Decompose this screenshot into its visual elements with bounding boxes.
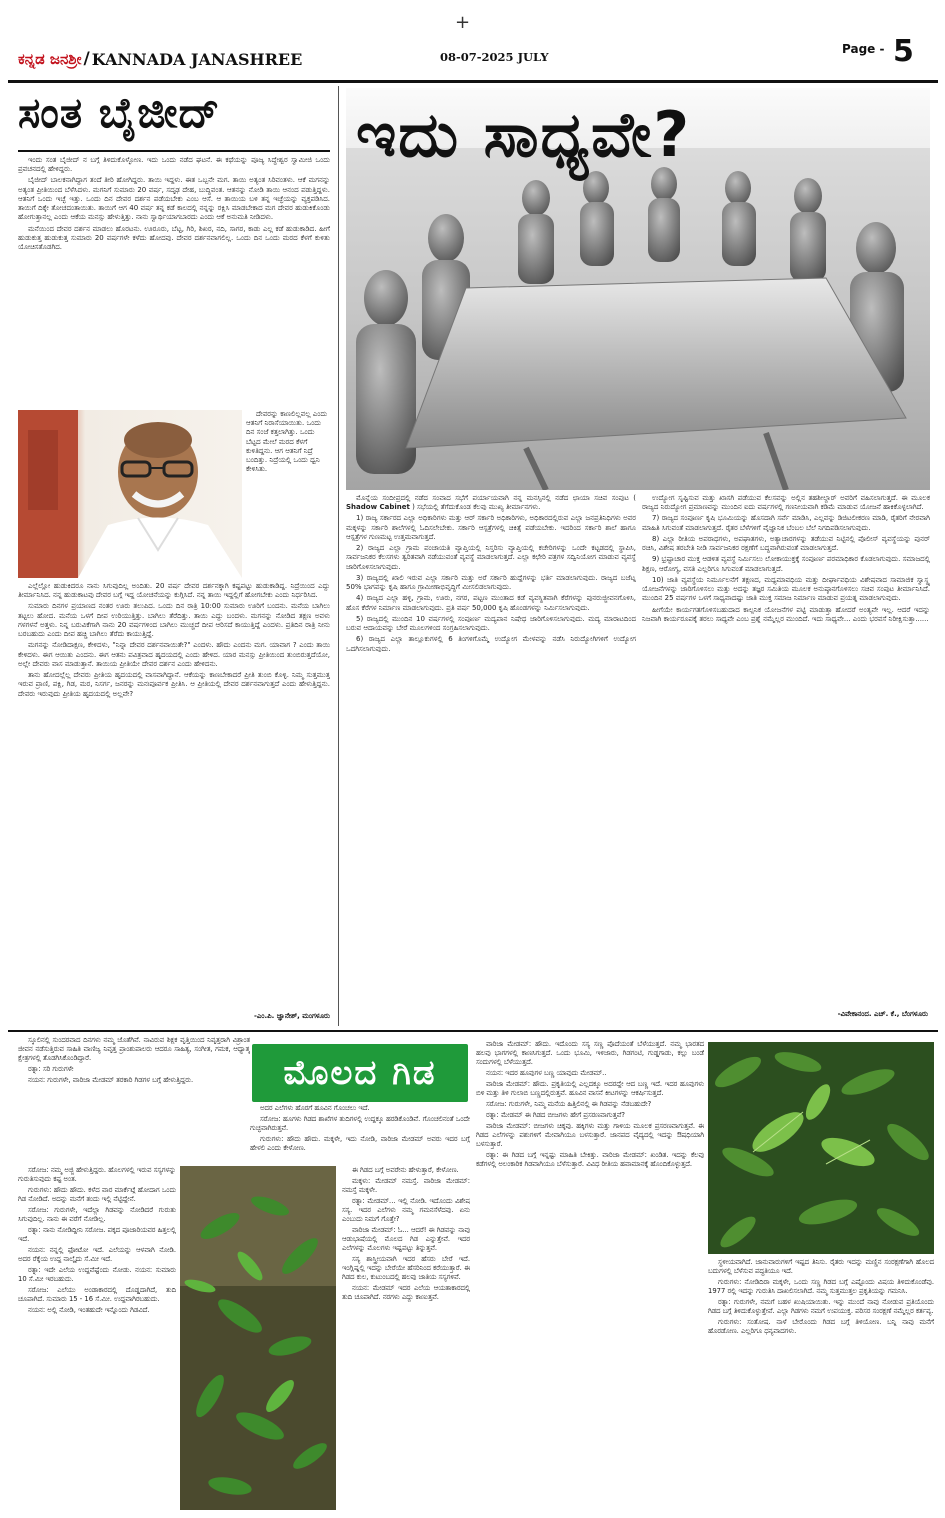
paragraph: 10) ಜಾತಿ ವ್ಯವಸ್ಥೆಯ ನಿರ್ಮೂಲನೆಗೆ ತಕ್ಷಣದ, ಮಧ್ಯಮಾವಧಿಯ ಮತ್ತು ದೀರ್ಘಾವಧಿಯ ವಿಶೇಷವಾದ ಸಾಮಾಜಿಕ ಸ್ವಾಸ್ಥ್ಯ ಯೋಜನೆಗಳನ್ನು ಜಾರಿಗೊಳಿಸಲು ಮತ್ತು ಅದನ್ನು ತಜ್ಞರ ಸಮಿತಿಯ ಮೂಲಕ ಅನುಷ್ಠಾನಗೊಳಿಸಲು ಸಚಿವ ಸಂಪುಟ ತೀರ್ಮಾನಿಸಿದೆ. ಮುಂದಿನ 25 ವರ್ಷಗಳ ಒಳಗೆ ಸಾಧ್ಯವಾದಷ್ಟು ಜಾತಿ ಮುಕ್ತ ಸಮಾಜ ನಿರ್ಮಾಣ ಮಾಡುವ ಪ್ರಯತ್ನ ಮಾಡಲಾಗುವುದು. bbox=[642, 575, 930, 603]
paragraph: 2) ರಾಜ್ಯದ ಎಲ್ಲಾ ಗ್ರಾಮ ಪಂಚಾಯತಿ ವ್ಯಾಪ್ತಿಯಲ್ಲಿ ನಿಸ್ತರಿಸು ವ್ಯಾಪ್ತಿಯಲ್ಲಿ ಕಚೇರಿಗಳನ್ನು ಒಂದೇ ಕಟ್ಟಡದಲ್ಲಿ ಸ್ಥಾಪಿಸಿ, ಸಾರ್ವಜನಿಕರ ಕೆಲಸಗಳು ತ್ವರಿತವಾಗಿ ನಡೆಯುವಂತೆ ವ್ಯವಸ್ಥೆ ಮಾಡಲಾಗುತ್ತದೆ. ಎಲ್ಲಾ ಕಛೇರಿ ಪತ್ರಗಳ ಸದ್ವಿನಿಯೋಗ ಮಾಡುವ ವ್ಯವಸ್ಥೆ ಜಾರಿಗೊಳಿಸಲಾಗುವುದು. bbox=[346, 544, 636, 571]
paragraph: ವಾರಿಜಾ ಮೇಡಮ್: ಹೌದು. ಪ್ರಕೃತಿಯಲ್ಲಿ ಎಲ್ಲದಕ್ಕೂ ಅದರದ್ದೇ ಆದ ಬಣ್ಣ ಇದೆ. ಇದರ ಹೂವುಗಳು ಬಿಳಿ ಮತ್ತು ತಿಳಿ ಗುಲಾಬಿ ಬಣ್ಣದಲ್ಲಿರುತ್ತವೆ. ಹೂವಿನ ವಾಸನೆ ಕೀಟಗಳನ್ನು ಆಕರ್ಷಿಸುತ್ತದೆ. bbox=[476, 1079, 704, 1097]
paragraph: ನಯನ: ನನ್ನಲ್ಲಿ ಫೋಟೋ ಇದೆ. ಎಲೆಯನ್ನು ಆಳವಾಗಿ ನೋಡಿ. ಅದರ ರೆಕ್ಕೆಯ ಉದ್ದ ನಾಲ್ಕೈದು ಸೆ.ಮೀ ಇದೆ. bbox=[18, 1245, 176, 1263]
paragraph: 1) ರಾಜ್ಯ ಸರ್ಕಾರದ ಎಲ್ಲಾ ಅಧಿಕಾರಿಗಳು ಮತ್ತು ಆರ್ ಸರ್ಕಾರಿ ಅಧಿಕಾರಿಗಳು, ಅಧಿಕಾರದಲ್ಲಿರುವ ಎಲ್ಲಾ ಜನಪ್ರತಿನಿಧಿಗಳು ಅವರ ಮಕ್ಕಳನ್ನು ಸರ್ಕಾರಿ ಶಾಲೆಗಳಲ್ಲಿ ಓದಿಸಲೇಬೇಕು. ಸರ್ಕಾರಿ ಆಸ್ಪತ್ರೆಗಳಲ್ಲಿ ಚಿಕಿತ್ಸೆ ಪಡೆಯಬೇಕು. ಇದರಿಂದ ಸರ್ಕಾರಿ ಶಾಲೆ ಹಾಗೂ ಆಸ್ಪತ್ರೆಗಳ ಗುಣಮಟ್ಟ ಉತ್ತಮವಾಗುತ್ತದೆ. bbox=[346, 514, 636, 541]
paragraph: ನಯನ: ಗುರುಗಳೇ, ವಾರಿಜಾ ಮೇಡಮ್ ತರಕಾರಿ ಗಿಡಗಳ ಬಗ್ಗೆ ಹೇಳುತ್ತಿದ್ದರು. bbox=[28, 1075, 194, 1084]
paragraph: ರತ್ನಾ: ಮೇಡಮ್... ಇಲ್ಲಿ ನೋಡಿ. ಇದೊಂದು ವಿಶೇಷ ಸಸ್ಯ. ಇದರ ಎಲೆಗಳು ನಮ್ಮ ಗಮನಸೆಳೆದವು. ಏನು ಎಂಬುದು ನಿಮಗೆ ಗೊತ್ತೇ? bbox=[342, 1196, 470, 1223]
left-title-rule bbox=[18, 150, 330, 152]
masthead bbox=[18, 44, 438, 74]
rabbit-plant-photo-closeup bbox=[708, 1042, 934, 1254]
paragraph: ಸರೋಜ: ಗುರುಗಳೇ, ನಿಮ್ಮ ಮನೆಯ ಹಿತ್ತಿಲಿನಲ್ಲಿ ಈ ಗಿಡವನ್ನು ನೆಡಬಹುದೇ? bbox=[486, 1099, 652, 1108]
rabbit-plant-photo-ground bbox=[180, 1166, 336, 1510]
story-left-body-beside-photo bbox=[246, 410, 330, 578]
paragraph: ಸರೋಜ: ಹೂಗಳು ಗಿಡದ ಶಾಖೆಗಳ ತುದಿಗಳಲ್ಲಿ ಉದ್ದಕ್ಕೂ ಹರಡಿಕೊಂಡಿವೆ. ಗೊಂಚಲಿನಂತೆ ಒಂದೇ ಗುಚ್ಛವಾಗಿರುತ್ತವೆ. bbox=[250, 1114, 470, 1132]
paragraph: ನಯನ: ಇದರ ಹೂವುಗಳ ಬಣ್ಣ ಯಾವುದು ಮೇಡಮ್.. bbox=[486, 1068, 607, 1077]
paragraph: ಸಸ್ಯ ಶಾಸ್ತ್ರೀಯವಾಗಿ ಇದರ ಹೆಸರು ಬೇರೆ ಇದೆ. ಇಂಗ್ಲಿಷ್ನಲ್ಲಿ ಇದನ್ನು ಬೇರೆಯೇ ಹೆಸರಿನಿಂದ ಕರೆಯುತ್ತಾರೆ. ಈ ಗಿಡದ ಕುಲ, ಕುಟುಂಬದಲ್ಲಿ ಹಲವು ಜಾತಿಯ ಸಸ್ಯಗಳಿವೆ. bbox=[342, 1254, 470, 1281]
portrait-photo bbox=[18, 410, 242, 578]
story-left-title: ಸಂತ ಬೈಜೀದ್ bbox=[18, 88, 221, 137]
story-left-body-top bbox=[18, 156, 330, 406]
paragraph: 6) ರಾಜ್ಯದ ಎಲ್ಲಾ ತಾಲ್ಲೂಕುಗಳಲ್ಲಿ 6 ತಿಂಗಳಿಗೊಮ್ಮೆ ಉದ್ಯೋಗ ಮೇಳವನ್ನು ನಡೆಸಿ ನಿರುದ್ಯೋಗಿಗಳಿಗೆ ಉದ್ಯೋಗ ಒದಗಿಸಲಾಗುವುದು. bbox=[346, 635, 636, 653]
page-label: Page - bbox=[842, 42, 885, 56]
paragraph: ಸರೋಜ: ನಮ್ಮ ಅಜ್ಜಿ ಹೇಳುತ್ತಿದ್ದರು. ಹೊಲಗಳಲ್ಲಿ ಇರುವ ಸಸ್ಯಗಳನ್ನು ಗುರುತಿಸುವುದು ಕಷ್ಟ ಅಂತ. bbox=[18, 1166, 176, 1183]
paragraph: ಉದ್ಯೋಗ ಸೃಷ್ಟಿಸುವ ಮತ್ತು ಖಾಸಗಿ ಪಡೆಯುವ ಕೆಲಸವನ್ನು ಅಲ್ಲಿನ ತಹಶೀಲ್ದಾರ್ ಅವರಿಗೆ ವಹಿಸಲಾಗುತ್ತದೆ. ಈ ಮೂಲಕ ರಾಜ್ಯದ ನಿರುದ್ಯೋಗ ಪ್ರಮಾಣವನ್ನು ಮುಂದಿನ ಐದು ವರ್ಷಗಳಲ್ಲಿ ಗಣನೀಯವಾಗಿ ಕಡಿಮೆ ಮಾಡುವ ಯೋಜನೆ ಹಾಕಿಕೊಳ್ಳಲಾಗಿದೆ. bbox=[642, 494, 930, 512]
portrait-illustration bbox=[18, 410, 242, 578]
paragraph: ರತ್ನಾ: ಮೇಡಮ್ ಈ ಗಿಡದ ಬೀಜಗಳು ಹೇಗೆ ಪ್ರಸರಣವಾಗುತ್ತವೆ? bbox=[486, 1110, 626, 1119]
story-bottom-col3 bbox=[476, 1040, 704, 1514]
plant-leaves-closeup-illustration bbox=[708, 1042, 934, 1254]
story-bottom-col2-narrow bbox=[342, 1166, 470, 1512]
issue-date: 08-07-2025 JULY bbox=[440, 50, 549, 64]
shadow-cabinet-term: Shadow Cabinet bbox=[346, 503, 410, 512]
column-divider bbox=[338, 86, 339, 1026]
story-bottom-title: ಮೊಲದ ಗಿಡ bbox=[283, 1053, 437, 1093]
paragraph: 7) ರಾಜ್ಯದ ಸಂಪೂರ್ಣ ಕೃಷಿ ಭೂಮಿಯನ್ನು ಹೊಸದಾಗಿ ಸರ್ವೆ ಮಾಡಿಸಿ, ಎಲ್ಲವನ್ನು ಡಿಜಿಟಲೀಕರಣ ಮಾಡಿ, ರೈತರಿಗೆ ನೇರವಾಗಿ ಮಾಹಿತಿ ಸಿಗುವಂತೆ ಮಾಡಲಾಗುತ್ತದೆ. ರೈತರ ಬೆಳೆಗಳಿಗೆ ವೈಜ್ಞಾನಿಕ ಬೆಂಬಲ ಬೆಲೆ ನಿಗದಿಪಡಿಸಲಾಗುವುದು. bbox=[642, 514, 930, 532]
masthead-rule bbox=[8, 80, 938, 83]
paragraph: ರತ್ನಾ: ಗುರುಗಳೇ, ನಮಗೆ ಬಹಳ ಖುಷಿಯಾಯಿತು. ಇನ್ನು ಮುಂದೆ ನಾವು ನೋಡುವ ಪ್ರತಿಯೊಂದು ಗಿಡದ ಬಗ್ಗೆ ತಿಳಿದುಕೊಳ್ಳುತ್ತೇವೆ. ಎಲ್ಲಾ ಗಿಡಗಳು ನಮಗೆ ಉಪಯುಕ್ತ. ಪರಿಸರ ಸಂರಕ್ಷಣೆ ನಮ್ಮೆಲ್ಲರ ಕರ್ತವ್ಯ. bbox=[708, 1297, 934, 1315]
paragraph: 8) ಎಲ್ಲಾ ರೀತಿಯ ಅಪರಾಧಗಳು, ಅಪಘಾತಗಳು, ಅತ್ಯಾಚಾರಗಳನ್ನು ತಡೆಯುವ ನಿಟ್ಟಿನಲ್ಲಿ ಪೊಲೀಸ್ ವ್ಯವಸ್ಥೆಯನ್ನು ಪುನರ್ ರಚಿಸಿ, ವಿಶೇಷ ತರಬೇತಿ ನೀಡಿ ಸಾರ್ವಜನಿಕರ ರಕ್ಷಣೆಗೆ ಬದ್ಧವಾಗಿರುವಂತೆ ಮಾಡಲಾಗುತ್ತದೆ. bbox=[642, 534, 930, 553]
paragraph: 3) ರಾಜ್ಯದಲ್ಲಿ ಖಾಲಿ ಇರುವ ಎಲ್ಲಾ ಸರ್ಕಾರಿ ಮತ್ತು ಅರೆ ಸರ್ಕಾರಿ ಹುದ್ದೆಗಳನ್ನು ಭರ್ತಿ ಮಾಡಲಾಗುವುದು. ರಾಜ್ಯದ ಬಜೆಟ್ನ 50% ಭಾಗವನ್ನು ಕೃಷಿ ಹಾಗೂ ಗ್ರಾಮೀಣಾಭಿವೃದ್ಧಿಗೆ ಮೀಸಲಿಡಲಾಗುವುದು. bbox=[346, 573, 636, 592]
paragraph: ಮಗನನ್ನು ನೋಡಿದಾಕ್ಷಣ, ಕೇಳಿದಳು, "ನಿನ್ನಾ ದೇವರ ದರ್ಶನವಾಯಿತೇ?" ಎಂದಳು. ಹೌದು ಎಂದನು ಮಗ. ಯಾವಾಗ ? ಎಂದು ತಾಯಿ ಕೇಳಿದಳು. ಈಗ ಆಯಿತು ಎಂದನು. ಈಗ ಆತನು ಪವಿತ್ರವಾದ ಹೃದಯದಲ್ಲಿ ಎಂದು ಹೇಳಿದ. ಯಾರ ಮನಸ್ಸು ಪ್ರೀತಿಯಿಂದ ತುಂಬಿರುತ್ತದೆಯೋ, ಅಲ್ಲೇ ದೇವರು ವಾಸ ಮಾಡುತ್ತಾನೆ. ತಾಯಿಯ ಪ್ರೀತಿಯೇ ದೇವರ ದರ್ಶನ ಎಂದು ಹೇಳಿದನು. bbox=[18, 641, 330, 668]
paragraph: ಹೀಗೆಯೇ ಕಾರ್ಯಗತಗೊಳಿಸಬಹುದಾದ ಕಾಲ್ಪನಿಕ ಯೋಜನೆಗಳ ಪಟ್ಟಿ ಮಾಡುತ್ತಾ ಹೋದರೆ ಅಂತ್ಯವೇ ಇಲ್ಲ. ಆದರೆ ಇದನ್ನು ನಿಜವಾಗಿ ಕಾರ್ಯರೂಪಕ್ಕೆ ತರಲು ಸಾಧ್ಯವೇ ಎಂಬ ಪ್ರಶ್ನೆ ನಮ್ಮೆಲ್ಲರ ಮುಂದಿದೆ. ಇದು ಸಾಧ್ಯವೇ... ಎಂದು ಭರವಸೆ ನಿರೀಕ್ಷಿಸುತ್ತಾ...... bbox=[642, 605, 930, 623]
paragraph: ವಾರಿಜಾ ಮೇಡಮ್: ಹೌದು. ಇದೊಂದು ಸಸ್ಯ ಸಣ್ಣ ಪೊದೆಯಂತೆ ಬೆಳೆಯುತ್ತದೆ. ನಮ್ಮ ಭಾರತದ ಹಲವು ಭಾಗಗಳಲ್ಲಿ ಕಾಣಸಿಗುತ್ತದೆ. ಒಂದು ಭೂಮಿ, ಇಳಿಜಾರು, ಗಿಡಗಂಟಿ, ಗುಡ್ಡಗಾಡು, ಕಲ್ಲು ಬಂಡೆ ಸಂದುಗಳಲ್ಲಿ ಬೆಳೆಯುತ್ತದೆ. bbox=[476, 1040, 704, 1066]
section-rule bbox=[8, 1030, 938, 1032]
story-left-credit: -ಎಂ.ಪಿ. ಜ್ಞಾನೇಶ್, ಮಂಗಳೂರು bbox=[253, 1012, 330, 1020]
paragraph: 4) ರಾಜ್ಯದ ಎಲ್ಲಾ ಹಳ್ಳಿ, ಗ್ರಾಮ, ಊರು, ನಗರ, ಪಟ್ಟಣ ಮುಂತಾದ ಕಡೆ ವ್ಯವಸ್ಥಿತವಾಗಿ ಕೆರೆಗಳನ್ನು ಪುನರುಜ್ಜೀವನಗೊಳಿಸಿ, ಹೊಸ ಕೆರೆಗಳ ನಿರ್ಮಾಣ ಮಾಡಲಾಗುವುದು. ಪ್ರತಿ ವರ್ಷ 50,000 ಕೃಷಿ ಹೊಂಡಗಳನ್ನು ನಿರ್ಮಿಸಲಾಗುವುದು. bbox=[346, 594, 636, 612]
logo-english: KANNADA JANASHREE bbox=[91, 49, 303, 69]
paragraph: ಗುರುಗಳು: ಹೌದು ಹೌದು. ಕಳೆದ ವಾರ ಮಾರ್ಕೆಟ್ಗೆ ಹೋದಾಗ ಒಂದು ಗಿಡ ನೋಡಿದೆ. ಅದನ್ನು ಮನೆಗೆ ತಂದು ಇಲ್ಲಿ ನೆಟ್ಟಿದ್ದೇನೆ. bbox=[18, 1185, 176, 1203]
paragraph: ಸ್ಥಳೀಯವಾಗಿದೆ. ಜಾನುವಾರುಗಳಿಗೆ ಇಷ್ಟದ ತಿನಿಸು. ರೈತರು ಇದನ್ನು ಮಣ್ಣಿನ ಸಂರಕ್ಷಣೆಗಾಗಿ ಹೊಲದ ಬದುಗಳಲ್ಲಿ ಬೆಳೆಸುವ ಪದ್ಧತಿಯೂ ಇದೆ. bbox=[708, 1258, 934, 1275]
paragraph: ಬೈಜೀದ್ ಬಾಲಕನಾಗಿದ್ದಾಗ ತಂದೆ ತೀರಿ ಹೋಗಿದ್ದರು. ತಾಯಿ ಇದ್ದಳು. ಈತ ಒಬ್ಬನೇ ಮಗ. ತಾಯಿ ಅತ್ಯಂತ ಸಿರಿವಂತಳು. ಆಕೆ ಮಗನನ್ನು ಅತ್ಯಂತ ಪ್ರೀತಿಯಿಂದ ಬೆಳೆಸಿದಳು. ಮಗನಿಗೆ ಸುಮಾರು 20 ವರ್ಷ, ಸದೃಢ ದೇಹ, ಬುದ್ಧಿವಂತ. ಆತನನ್ನು ನೋಡಿ ತಾಯಿ ಆನಂದ ಪಡುತ್ತಿದ್ದಳು. ಆತನಿಗೆ ಒಂದು ಇಚ್ಛೆ ಇತ್ತು. ಒಂದು ದಿನ ದೇವರ ದರ್ಶನ ಪಡೆಯಬೇಕು ಎಂಬ ಆಸೆ. ಆ ತಾಯಿಯ ಬಳಿ ತನ್ನ ಇಚ್ಛೆಯನ್ನು ವ್ಯಕ್ತಪಡಿಸಿದ. ತಾಯಿಗೆ ದಿಕ್ಕೇ ತೋಚದಂತಾಯಿತು. ತಾಯಿಗೆ ಆಗ 40 ವರ್ಷ ತನ್ನ ಕಡೆ ಕಾಲದಲ್ಲಿ ನನ್ನನ್ನು ರಕ್ಷಿಸಿ ಮಾಡಬೇಕಾದ ಮಗ ದೇವರ ಹುಡುಕಿಕೊಂಡು ಹೋಗುತ್ತಾನಲ್ಲ ಎಂದು ಆಕೆಯ ಮನಸ್ಸು ಹೇಳುತ್ತಿತ್ತು. ನಾನು ಸ್ವಾರ್ಥಿಯಾಗಬಾರದು ಎಂದು ಆಕೆ ಅನುಮತಿ ನೀಡಿದಳು. bbox=[18, 176, 330, 222]
paragraph: 9) ಭ್ರಷ್ಟಾಚಾರ ಮುಕ್ತ ಆಡಳಿತ ವ್ಯವಸ್ಥೆ ನಿರ್ಮಿಸಲು ಲೋಕಾಯುಕ್ತಕ್ಕೆ ಸಂಪೂರ್ಣ ಪರಮಾಧಿಕಾರ ಕೊಡಲಾಗುವುದು. ಸಮಾಜದಲ್ಲಿ ಶಿಕ್ಷಣ, ಆರೋಗ್ಯ, ವಸತಿ ಎಲ್ಲರಿಗೂ ಸಿಗುವಂತೆ ಮಾಡಲಾಗುತ್ತದೆ. bbox=[642, 555, 930, 573]
paragraph: ತಾನು ಹೋದಲ್ಲೆಲ್ಲ ದೇವರು ಪ್ರೀತಿಯ ಹೃದಯದಲ್ಲಿ ವಾಸವಾಗಿದ್ದಾನೆ. ಆಕೆಯನ್ನು ಕಾಣಬೇಕಾದರೆ ಪ್ರೀತಿ ತುಂಬಿ ಕೊಳ್ಳಿ. ನಿಮ್ಮ ಸುತ್ತಮುತ್ತ ಇರುವ ಪ್ರಾಣಿ, ಪಕ್ಷಿ, ಗಿಡ, ಮರ, ನಿಸರ್ಗ, ಜನರನ್ನು ಮನಃಪೂರ್ವಕ ಪ್ರೀತಿಸಿ. ಆ ಪ್ರೀತಿಯಲ್ಲಿ ದೇವರ ದರ್ಶನವಾಗುತ್ತದೆ ಎಂದು ಹೇಳುತ್ತಿದ್ದನು. ದೇವರು ಇರುವುದು ಪ್ರೀತಿಯ ಹೃದಯದಲ್ಲಿ ಅಲ್ಲವೇ? bbox=[18, 671, 330, 698]
story-bottom-col1-narrow bbox=[18, 1166, 176, 1512]
crosshair-mark: + bbox=[455, 12, 471, 33]
paragraph bbox=[346, 494, 636, 512]
paragraph: ದೇವರನ್ನು ಕಾಣಲಿಲ್ಲವಲ್ಲ ಎಂದು ಆತನಿಗೆ ನಿರಾಸೆಯಾಯಿತು. ಒಂದು ದಿನ ಸಂಜೆ ಕತ್ತಲಾಗಿತ್ತು. ಒಂದು ಬೆಟ್ಟದ ಮೇಲೆ ಮರದ ಕೆಳಗೆ ಕುಳಿತಿದ್ದನು. ಆಗ ಆತನಿಗೆ ನಿದ್ರೆ ಬಂದಿತ್ತು. ನಿದ್ರೆಯಲ್ಲಿ ಒಂದು ಧ್ವನಿ ಕೇಳಿಸಿತು. bbox=[246, 410, 328, 474]
paragraph: ಇಂದು ಸಂತ ಬೈಜೀದ್ ನ ಬಗ್ಗೆ ತಿಳಿದುಕೊಳ್ಳೋಣ. ಇದು ಒಂದು ನಡೆದ ಘಟನೆ. ಈ ಕಥೆಯನ್ನು ಪೂಜ್ಯ ಸಿದ್ಧೇಶ್ವರ ಸ್ವಾಮೀಜಿ ಒಂದು ಪ್ರವಚನದಲ್ಲಿ ಹೇಳಿದ್ದರು. bbox=[18, 156, 330, 174]
paragraph: ಸುಮಾರು ದಿನಗಳ ಪ್ರಯಾಣದ ನಂತರ ಊರು ತಲುಪಿದ. ಒಂದು ದಿನ ರಾತ್ರಿ 10:00 ಸುಮಾರು ಊರಿಗೆ ಬಂದನು. ಮನೆಯ ಬಾಗಿಲು ತಟ್ಟಲು ಹೋದ. ಮನೆಯ ಒಳಗೆ ದೀಪ ಉರಿಯುತ್ತಿತ್ತು. ಬಾಗಿಲು ತೆರೆದಿತ್ತು. ತಾಯಿ ಎದ್ದು ಬಂದಳು. ಮಗನನ್ನು ನೋಡಿದ ತಕ್ಷಣ ಅವಳು ಗಳಗಳನೆ ಅತ್ತಳು. ನಿನ್ನ ಬರುವಿಕೆಗಾಗಿ ನಾನು 20 ವರ್ಷಗಳಿಂದ ಬಾಗಿಲು ಮುಚ್ಚದೆ ದೀಪ ಆರಿಸದೆ ಕಾಯುತ್ತಿದ್ದೆ ಎಂದಳು. ಪ್ರತಿದಿನ ರಾತ್ರಿ ನೀನು ಬರಬಹುದು ಎಂದು ದೀಪ ಹಚ್ಚಿ ಬಾಗಿಲು ತೆರೆದು ಕಾಯುತ್ತಿದ್ದೆ. bbox=[18, 602, 330, 639]
story-right-col1 bbox=[346, 494, 636, 1024]
paragraph: ಗುರುಗಳು: ಸಂತೋಷ. ನಾಳೆ ಬೇರೊಂದು ಗಿಡದ ಬಗ್ಗೆ ತಿಳಿಯೋಣ. ಬನ್ನಿ ನಾವು ಮನೆಗೆ ಹೊರಡೋಣ. ಎಲ್ಲರಿಗೂ ಧನ್ಯವಾದಗಳು. bbox=[708, 1317, 934, 1335]
paragraph: ಮನೆಯಿಂದ ದೇವರ ದರ್ಶನ ಮಾಡಲು ಹೊರಟನು. ಊರೂರು, ಬೆಟ್ಟ, ಗಿರಿ, ಶಿಖರ, ನದಿ, ಸಾಗರ, ಕಾಡು ಎಲ್ಲ ಕಡೆ ಹುಡುಕಾಡಿದ. ಹೀಗೆ ಹುಡುಕುತ್ತ ಹುಡುಕುತ್ತ ಸುಮಾರು 20 ವರ್ಷಗಳೇ ಕಳೆದು ಹೋದವು. ದೇವರ ದರ್ಶನವಾಗಲಿಲ್ಲ. ಒಂದು ದಿನ ಒಂದು ಮರದ ಕೆಳಗೆ ಕುಳಿತು ಯೋಚಿಸತೊಡಗಿದ. bbox=[18, 224, 330, 252]
page-number: 5 bbox=[893, 34, 914, 69]
story-right-col2 bbox=[642, 494, 930, 1006]
logo-separator: / bbox=[83, 49, 90, 69]
paragraph: ಈ ಗಿಡದ ಬಗ್ಗೆ ಅವರೇನು ಹೇಳುತ್ತಾರೆ, ಕೇಳೋಣ. bbox=[352, 1166, 459, 1174]
intro-text: ಮೊನ್ನೆಯ ಸಂದೀಪ್ರದಲ್ಲಿ ನಡೆದ ಸಂವಾದ ಸಭೆಗೆ ಪರ್ಯಾಯವಾಗಿ ನನ್ನ ಮನಸ್ಸಿನಲ್ಲಿ ನಡೆದ ಛಾಯಾ ಸಚಿವ ಸಂಪುಟ ( bbox=[356, 494, 636, 502]
paragraph: ವಾರಿಜಾ ಮೇಡಮ್: ಬೀಜಗಳು ಚಿಕ್ಕವು. ಹಕ್ಕಿಗಳು ಮತ್ತು ಗಾಳಿಯ ಮೂಲಕ ಪ್ರಸರಣವಾಗುತ್ತವೆ. ಈ ಗಿಡದ ಎಲೆಗಳನ್ನು ಪಶುಗಳಿಗೆ ಮೇವಾಗಿಯೂ ಬಳಸುತ್ತಾರೆ. ಜಾನಪದ ವೈದ್ಯದಲ್ಲಿ ಇದನ್ನು ಔಷಧಿಯಾಗಿ ಬಳಸುತ್ತಾರೆ. bbox=[476, 1121, 704, 1148]
story-left-body-bottom bbox=[18, 582, 330, 1010]
paragraph: ಗುರುಗಳು: ನೋಡಿದಿರಾ ಮಕ್ಕಳೇ, ಒಂದು ಸಣ್ಣ ಗಿಡದ ಬಗ್ಗೆ ಎಷ್ಟೊಂದು ವಿಷಯ ತಿಳಿದುಕೊಂಡೆವು. 1977 ರಲ್ಲಿ ಇದನ್ನು ಗುರುತಿಸಿ ದಾಖಲಿಸಲಾಗಿದೆ. ನಮ್ಮ ಸುತ್ತಮುತ್ತಲ ಪ್ರಕೃತಿಯನ್ನು ಗಮನಿಸಿ. bbox=[708, 1277, 934, 1295]
story-right-title: ಇದು ಸಾಧ್ಯವೇ? bbox=[356, 98, 692, 171]
paragraph: ರತ್ನಾ: ಸರಿ ಗುರುಗಳೇ bbox=[28, 1064, 74, 1073]
paragraph: 5) ರಾಜ್ಯದಲ್ಲಿ ಮುಂದಿನ 10 ವರ್ಷಗಳಲ್ಲಿ ಸಂಪೂರ್ಣ ಮದ್ಯಪಾನ ನಿಷೇಧ ಜಾರಿಗೊಳಿಸಲಾಗುವುದು. ಮದ್ಯ ಮಾರಾಟದಿಂದ ಬರುವ ಆದಾಯವನ್ನು ಬೇರೆ ಮೂಲಗಳಿಂದ ಸಂಗ್ರಹಿಸಲಾಗುವುದು. bbox=[346, 614, 636, 633]
paragraph: ಮಕ್ಕಳು: ಮೇಡಮ್ ನಮಸ್ತೆ. ವಾರಿಜಾ ಮೇಡಮ್: ನಮಸ್ತೆ ಮಕ್ಕಳೇ. bbox=[342, 1176, 470, 1194]
paragraph: ನಯನ: ಅಲ್ಲಿ ನೋಡಿ, ಇಂತಹುದೇ ಇನ್ನೊಂದು ಗಿಡವಿದೆ. bbox=[28, 1305, 150, 1314]
paragraph: ಸರೋಜ: ಗುರುಗಳೇ, ಇದೆಲ್ಲಾ ಗಿಡವನ್ನು ನೋಡಿದರೆ ಗುರುತು ಸಿಗುವುದಿಲ್ಲ. ನಾನು ಈ ವರೆಗೆ ನೋಡಿಲ್ಲ. bbox=[18, 1205, 176, 1223]
paragraph: ಎಲ್ಲೆಲ್ಲೋ ಹುಡುಕಿದರೂ ನಾನು ಸಿಗುವುದಿಲ್ಲ ಅಂದಿತು. 20 ವರ್ಷ ದೇವರ ದರ್ಶನಕ್ಕಾಗಿ ಕಷ್ಟಪಟ್ಟು ಹುಡುಕಾಡಿದ್ದ. ನಿದ್ರೆಯಿಂದ ಎದ್ದು ತೀರ್ಮಾನಿಸಿದ. ನನ್ನ ಹುಡುಕಾಟವು ದೇವರ ಬಗ್ಗೆ ಇದ್ದ ಯೋಚನೆಯನ್ನು ಕುಗ್ಗಿಸಿದೆ. ನನ್ನ ತಾಯಿ ಇದ್ದಲ್ಲಿಗೆ ಹೋಗಬೇಕು ಎಂದು ನಿರ್ಧರಿಸಿದ. bbox=[18, 582, 330, 600]
paragraph: ಸ್ಕೂಲಿನಲ್ಲಿ ಸುಂದರವಾದ ದಿನಗಳು ನಮ್ಮ ಜೊತೆಗಿವೆ. ನಾವಿರುವ ಶಿಕ್ಷಕ ವೃತ್ತಿಯಿಂದ ನಿವೃತ್ತರಾಗಿ ವಿಶ್ರಾಂತ ಜೀವನ ನಡೆಸುತ್ತಿರುವ ಸಾಹಿತಿ ವಾಣಿಜ್ಯ ನಿವೃತ್ತ ಪ್ರಾಂಶುಪಾಲರು ಆದರೂ ಸಾಹಿತ್ಯ, ಸಂಗೀತ, ಗಮಕ, ಆಧ್ಯಾತ್ಮ ಕ್ಷೇತ್ರಗಳಲ್ಲಿ ತೊಡಗಿಸಿಕೊಂಡಿದ್ದಾರೆ. bbox=[18, 1036, 250, 1062]
story-right-credit: -ವಿವೇಕಾನಂದ. ಎಚ್. ಕೆ., ಬೆಂಗಳೂರು bbox=[837, 1010, 928, 1018]
plant-foliage-illustration bbox=[180, 1166, 336, 1510]
intro-text-cont: ) ಸಭೆಯಲ್ಲಿ ತೆಗೆದುಕೊಂಡ ಕೆಲವು ಮುಖ್ಯ ತೀರ್ಮಾನಗಳು. bbox=[412, 503, 541, 512]
story-bottom-col1-top bbox=[18, 1036, 250, 1166]
paragraph: ಗುರುಗಳು: ಹೌದು ಹೌದು. ಮಕ್ಕಳೇ, ಇದು ನೋಡಿ, ವಾರಿಜಾ ಮೇಡಮ್ ಅವರು ಇದರ ಬಗ್ಗೆ ಹೇಳಲಿ ಎಂದು ಕೇಳೋಣ. bbox=[250, 1134, 470, 1152]
story-bottom-title-box bbox=[252, 1044, 468, 1102]
paragraph: ಅದರ ಎಲೆಗಳು ಹೊರಗೆ ಹೂವಿನ ಗೊಂಚಲು ಇದೆ. bbox=[260, 1104, 370, 1112]
paragraph: ರತ್ನಾ: ಈ ಗಿಡದ ಬಗ್ಗೆ ಇನ್ನಷ್ಟು ಮಾಹಿತಿ ಬೇಕಿತ್ತು. ವಾರಿಜಾ ಮೇಡಮ್: ಖಂಡಿತ. ಇದನ್ನು ಕೆಲವು ಕಡೆಗಳಲ್ಲಿ ಅಲಂಕಾರಿಕ ಗಿಡವಾಗಿಯೂ ಬೆಳೆಸುತ್ತಾರೆ. ವಿವಿಧ ರೀತಿಯ ಹವಾಮಾನಕ್ಕೆ ಹೊಂದಿಕೊಳ್ಳುತ್ತದೆ. bbox=[476, 1150, 704, 1168]
paragraph: ಸರೋಜ: ಎಲೆಯು ಅಂಡಾಕಾರದಲ್ಲಿ ದೊಡ್ಡದಾಗಿದೆ, ತುದಿ ಚೂಪಾಗಿದೆ. ಸುಮಾರು 15 - 16 ಸೆ.ಮೀ. ಉದ್ದವಾಗಿರಬಹುದು. bbox=[18, 1285, 176, 1303]
paragraph: ರತ್ನಾ: ನಾನು ನೋಡಿದ್ದೀನಿ ಸರೋಜ. ಪಕ್ಕದ ಪೂಜಾರಿಯವರ ಹಿತ್ತಲಲ್ಲಿ ಇದೆ. bbox=[18, 1225, 176, 1243]
logo-kannada: ಕನ್ನಡ ಜನಶ್ರೀ bbox=[18, 50, 82, 68]
story-bottom-col2 bbox=[250, 1104, 470, 1166]
paragraph: ನಯನ: ಮೇಡಮ್ ಇದರ ಎಲೆಯ ಆಯತಾಕಾರದಲ್ಲಿ ತುದಿ ಚೂಪಾಗಿದೆ. ನರಗಳು ಎದ್ದು ಕಾಣುತ್ತವೆ. bbox=[342, 1283, 470, 1301]
paragraph: ರತ್ನಾ: ಇದೇ ಎಲೆಯ ಉದ್ದವೆಷ್ಟೆಂದು ನೋಡು. ನಯನ: ಸುಮಾರು 10 ಸೆ.ಮೀ ಇರಬಹುದು. bbox=[18, 1265, 176, 1283]
story-bottom-col4 bbox=[708, 1258, 934, 1514]
paragraph: ವಾರಿಜಾ ಮೇಡಮ್: ಓ... ಆದರೆ! ಈ ಗಿಡವನ್ನು ನಾವು ಆಡುಭಾಷೆಯಲ್ಲಿ ಮೊಲದ ಗಿಡ ಎನ್ನುತ್ತೇವೆ. ಇದರ ಎಲೆಗಳನ್ನು ಮೊಲಗಳು ಇಷ್ಟಪಟ್ಟು ತಿನ್ನುತ್ತವೆ. bbox=[342, 1225, 470, 1252]
